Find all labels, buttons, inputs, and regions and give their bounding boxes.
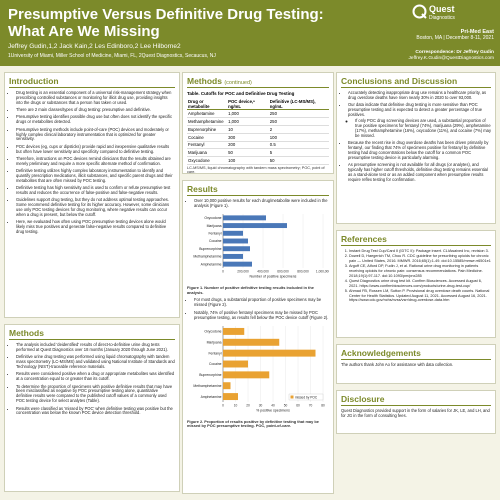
table-row bbox=[187, 125, 329, 133]
bar bbox=[223, 246, 250, 251]
acknowledgements-text: The authors thank John Ao for assistance with data collection. bbox=[341, 362, 454, 367]
bar bbox=[223, 371, 269, 378]
quest-logo-icon bbox=[412, 4, 427, 19]
bar bbox=[223, 223, 287, 228]
category-label: Amphetamine bbox=[200, 394, 222, 399]
reference-item: 3. Argoff CE, Alford DP, Fudin J, et al. Rational urine drug monitoring in patients receiving opioids for chronic pain: consensus recommendations. Pain Medicine. 2018;19(1):97-117. doi:10.1093/pm/pnx285 bbox=[349, 264, 491, 278]
x-axis-label: Number of positive specimens bbox=[249, 274, 297, 279]
results-list-2 bbox=[187, 298, 329, 320]
introduction-section bbox=[4, 72, 180, 318]
methods-continued-section bbox=[182, 72, 334, 174]
column-1 bbox=[4, 72, 180, 492]
corr-email[interactable]: Jeffrey.K.Gudin@QuestDiagnostics.com bbox=[408, 56, 494, 61]
category-label: Amphetamine bbox=[200, 262, 222, 267]
table-row bbox=[187, 118, 329, 126]
table-cell: 1,000 bbox=[227, 118, 269, 126]
x-tick-label: 60 bbox=[296, 403, 300, 408]
methods-list bbox=[9, 343, 175, 416]
category-label: Fentanyl bbox=[208, 351, 222, 356]
intro-bullet: • Presumptive testing identifies possible drug use but often does not identify the specific drugs or metabolites detected. bbox=[16, 115, 175, 125]
intro-bullet: • Definitive testing utilizes highly complex laboratory instrumentation to identify and quantify prescription medications, illicit substances, and specific parent drugs and their metabolites that are often missed by POC testing. bbox=[16, 169, 175, 184]
x-tick-label: 400,000 bbox=[257, 269, 269, 274]
disclosure-section bbox=[336, 390, 496, 434]
table-header: Drug or metabolite bbox=[187, 98, 227, 110]
reference-item: 2. Dowell D, Haegerich TM, Chou R. CDC guideline for prescribing opioids for chronic pain — United States, 2016. MMWR. 2016;65(1):1-49. doi:10.15585/mmwr.rr6501e1 bbox=[349, 254, 491, 263]
category-label: Cocaine bbox=[209, 361, 222, 366]
bar bbox=[223, 262, 252, 267]
reference-item: 5. Ahmad FB, Rossen LM, Sutton P. Provisional drug overdose death counts. National Center for Health Statistics. Updated August 11, 2021. Accessed August 16, 2021. https://www.cdc.gov/nchs/nvss/vsrr/drug-overdose-data.htm bbox=[349, 289, 491, 303]
methods-bullet: • To determine the proportion of specimens with positive definitive results that may have been misclassified as negative by POC presumptive testing alone, quantitative definitive results were compared to the published cutoff values of a commonly used POC testing device for select analytes (Table). bbox=[16, 385, 175, 405]
category-label: Fentanyl bbox=[208, 231, 222, 236]
logo-sub: Diagnostics bbox=[429, 15, 455, 21]
category-label: Oxycodone bbox=[204, 216, 222, 221]
intro-bullet: • There are 2 main classes/types of drug testing: presumptive and definitive. bbox=[16, 108, 175, 113]
figure-1-caption: Figure 1. Number of positive definitive testing results included in the analysis. bbox=[187, 285, 314, 295]
table-cell: Oxycodone bbox=[187, 157, 227, 165]
conclusions-bullet: • Accurately detecting inappropriate drug use remains a healthcare priority, as drug overdose deaths have risen nearly 30% in 2020 to over 93,000. bbox=[348, 91, 491, 101]
column-2 bbox=[182, 72, 334, 494]
table-cell: 1,000 bbox=[227, 110, 269, 118]
table-row bbox=[187, 157, 329, 165]
conclusions-heading: Conclusions and Discussion bbox=[341, 76, 491, 88]
intro-bullet: • Here, we evaluated how often using POC presumptive testing devices alone would likely miss true positives and generate false-negative results compared to definitive drug testing. bbox=[16, 220, 175, 235]
x-tick-label: 1,000,000 bbox=[315, 269, 329, 274]
x-tick-label: 70 bbox=[308, 403, 313, 408]
table-cell: 10 bbox=[227, 125, 269, 133]
table-cell: 300 bbox=[227, 133, 269, 141]
table-caption: Table. Cutoffs for POC and Definitive Drug Testing bbox=[187, 91, 295, 96]
meeting-info bbox=[416, 29, 494, 41]
results-list-1 bbox=[187, 199, 329, 209]
category-label: Methamphetamine bbox=[193, 383, 222, 388]
results-bullet: • For most drugs, a substantial proportion of positive specimens may be missed (Figure 2). bbox=[194, 298, 329, 308]
table-row bbox=[187, 110, 329, 118]
methods-bullet: • Definitive urine drug testing was performed using liquid chromatography with tandem mass spectrometry (LC-MS/MS) and validated using National Institute of Standards and Technology (NIST)-traceable reference materials. bbox=[16, 355, 175, 370]
references-list bbox=[341, 249, 491, 303]
x-tick-label: 50 bbox=[283, 403, 288, 408]
poster-title: Presumptive Versus Definitive Drug Testing: What Are We Missing bbox=[8, 6, 324, 40]
bar bbox=[223, 360, 248, 367]
bar bbox=[223, 239, 248, 244]
bar bbox=[223, 339, 279, 346]
intro-bullet: • Therefore, instructions on POC devices remind clinicians that the results obtained are merely preliminary and require a more specific alternate method of confirmation. bbox=[16, 157, 175, 167]
methods-continued-suffix: (continued) bbox=[224, 80, 252, 86]
table-cell: 100 bbox=[269, 133, 329, 141]
table-row bbox=[187, 141, 329, 149]
correspondence bbox=[409, 50, 494, 62]
x-tick-label: 80 bbox=[321, 403, 325, 408]
x-tick-label: 40 bbox=[271, 403, 275, 408]
figure-1-chart bbox=[187, 211, 329, 281]
category-label: Marijuana bbox=[206, 223, 222, 228]
methods-bullet: • Results were considered positive when a drug or appropriate metabolites was identified at a concentration equal to or greater than its cutoff. bbox=[16, 372, 175, 382]
results-section bbox=[182, 180, 334, 494]
table-cell: Buprenorphine bbox=[187, 125, 227, 133]
figure-2-caption: Figure 2. Proportion of results positive by definitive testing that may be missed by POC presumptive testing. POC, point-of-care. bbox=[187, 418, 319, 429]
author-list: Jeffrey Gudin,1,2 Jack Kain,2 Les Edinboro,2 Lee Hilborne2 bbox=[8, 43, 181, 50]
bar bbox=[223, 216, 266, 221]
category-label: Marijuana bbox=[206, 340, 222, 345]
category-label: Buprenorphine bbox=[199, 247, 222, 252]
table-cell: 50 bbox=[227, 149, 269, 157]
conclusions-sublist bbox=[348, 119, 491, 139]
methods-continued-title: Methods bbox=[187, 76, 222, 86]
acknowledgements-heading: Acknowledgements bbox=[341, 348, 491, 360]
introduction-heading: Introduction bbox=[9, 76, 175, 88]
category-label: Oxycodone bbox=[204, 329, 222, 334]
conclusions-section bbox=[336, 72, 496, 224]
table-note: LC-MS/MS, liquid chromatography with tandem mass spectrometry; POC, point of care. bbox=[187, 165, 325, 175]
table-cell: 2 bbox=[269, 125, 329, 133]
reference-item: 1. Instant Drug Test Cup/Card II (IDTC II): Package insert. CLIAwaived Inc, revision 3. bbox=[349, 249, 491, 254]
methods-bullet: • Results were classified as 'missed by POC' when definitive testing was positive but the concentration was below the known POC device detection threshold. bbox=[16, 407, 175, 417]
acknowledgements-section bbox=[336, 344, 496, 384]
table-cell: Cocaine bbox=[187, 133, 227, 141]
x-tick-label: 10 bbox=[233, 403, 238, 408]
table-cell: Marijuana bbox=[187, 149, 227, 157]
table-cell: 250 bbox=[269, 110, 329, 118]
meeting-name: Pri-Med East bbox=[460, 29, 494, 35]
legend-swatch bbox=[291, 395, 294, 398]
conclusions-sub-bullet: ◦ If only POC drug screening devices are used, a substantial proportion of true positive specimens for fentanyl (74%), marijuana (29%), amphetamine (17%), methamphetamine (16%), oxycodone (11%), and cocaine (7%) may be missed. bbox=[355, 119, 491, 139]
x-tick-label: 0 bbox=[222, 269, 224, 274]
x-tick-label: 0 bbox=[222, 403, 224, 408]
conclusions-bullet: • Because the recent rise in drug overdose deaths has been driven primarily by fentanyl, our finding that 74% of specimens positive for fentanyl by definitive testing had drug concentrations below the cutoff for a common POC presumptive testing device is particularly alarming. bbox=[348, 141, 491, 161]
affiliations: 1University of Miami, Miller School of Medicine, Miami, FL, 2Quest Diagnostics, Secaucus, NJ bbox=[8, 53, 216, 59]
results-bullet: • Over 10,000 positive results for each drug/metabolite were included in the analysis (Figure 1). bbox=[194, 199, 329, 209]
table-cell: 200 bbox=[227, 141, 269, 149]
intro-bullet: • Definitive testing has high sensitivity and is used to confirm or refute presumptive test results and reduces the occurrence of false-positive and false-negative results. bbox=[16, 186, 175, 196]
table-cell: 50 bbox=[269, 157, 329, 165]
table-row bbox=[187, 133, 329, 141]
table-cell: 100 bbox=[227, 157, 269, 165]
x-tick-label: 600,000 bbox=[277, 269, 289, 274]
conclusions-bullet-text: Our data indicate that definitive drug testing is more sensitive than POC presumptive testing and is expected to detect a greater percentage of true positives. bbox=[348, 102, 483, 118]
logo-name: Quest bbox=[429, 4, 455, 14]
table-row bbox=[187, 149, 329, 157]
methods-bullet: • The analysis included 'deidentified' results of direct-to-definitive urine drug tests performed at Quest Diagnostics over 18 months (January 2020 through June 2021). bbox=[16, 343, 175, 353]
x-tick-label: 800,000 bbox=[297, 269, 309, 274]
table-cell: 250 bbox=[269, 118, 329, 126]
conclusions-bullet bbox=[348, 103, 491, 138]
methods-heading: Methods bbox=[9, 328, 175, 340]
corr-label: Correspondence: Dr Jeffrey Gudin bbox=[415, 50, 494, 55]
table-cell: Methamphetamine bbox=[187, 118, 227, 126]
header-banner bbox=[0, 0, 500, 66]
table-header-row bbox=[187, 98, 329, 110]
table-cell: Fentanyl bbox=[187, 141, 227, 149]
legend-label: missed by POC bbox=[295, 395, 318, 400]
disclosure-heading: Disclosure bbox=[341, 394, 491, 406]
bar bbox=[223, 382, 231, 389]
methods-continued-heading bbox=[187, 76, 329, 88]
column-3 bbox=[336, 72, 496, 434]
category-label: Cocaine bbox=[209, 239, 222, 244]
disclosure-text: Quest Diagnostics provided support in the form of salaries for JK, LE, and LH, and for JG in the form of consulting fees. bbox=[341, 408, 490, 418]
references-section bbox=[336, 230, 496, 338]
intro-bullet: • Presumptive testing methods include point-of-care (POC) devices and moderately or highly complex clinical laboratory instrumentation that is optimized for greater sensitivity. bbox=[16, 128, 175, 143]
cutoff-table bbox=[187, 98, 329, 165]
category-label: Methamphetamine bbox=[193, 254, 222, 259]
intro-bullet: • Drug testing is an essential component of a universal risk-management strategy when prescribing controlled substances or monitoring for illicit drug use, providing insights into the drugs or substances that a person has taken or used. bbox=[16, 91, 175, 106]
results-heading: Results bbox=[187, 184, 329, 196]
x-tick-label: 200,000 bbox=[237, 269, 249, 274]
reference-item: 4. Quest Diagnostics urine drug test kit. Confirm Biosciences. Accessed August 6, 2021. https://www.confirmbiosciences.com/products/urine-drug-test-cup/ bbox=[349, 279, 491, 288]
conclusions-list bbox=[341, 91, 491, 183]
table-header: Definitive (LC-MS/MS), ng/mL bbox=[269, 98, 329, 110]
table-cell: Amphetamine bbox=[187, 110, 227, 118]
introduction-list bbox=[9, 91, 175, 235]
figure-2-chart bbox=[187, 323, 329, 415]
table-cell: 0.5 bbox=[269, 141, 329, 149]
bar bbox=[223, 231, 243, 236]
x-tick-label: 20 bbox=[246, 403, 250, 408]
bar bbox=[223, 349, 316, 356]
bar bbox=[223, 393, 238, 400]
intro-bullet: • Guidelines support drug testing, but they do not address optimal testing approaches. Some recommend definitive testing for its higher accuracy. However, some clinicians use only POC testing devices for drug monitoring, where negative results can occur when a drug is present, but below the cutoff. bbox=[16, 198, 175, 218]
meeting-place: Boston, MA | December 8-11, 2021 bbox=[416, 35, 494, 41]
results-bullet: • Notably, 74% of positive fentanyl specimens may be missed by POC presumptive testing, as results fell below the POC device cutoff (Figure 2). bbox=[194, 311, 329, 321]
references-heading: References bbox=[341, 234, 491, 246]
bar bbox=[223, 254, 243, 259]
methods-section bbox=[4, 324, 180, 492]
table-cell: 5 bbox=[269, 149, 329, 157]
x-axis-label: % positive specimens bbox=[256, 408, 290, 413]
category-label: Buprenorphine bbox=[199, 372, 222, 377]
quest-logo bbox=[412, 4, 494, 26]
intro-bullet: • POC devices (eg, cups or dipsticks) provide rapid and inexpensive qualitative results but often have lower sensitivity and specificity compared to definitive testing. bbox=[16, 145, 175, 155]
x-tick-label: 30 bbox=[258, 403, 263, 408]
table-header: POC device,ᵃ ng/mL bbox=[227, 98, 269, 110]
bar bbox=[223, 328, 244, 335]
conclusions-bullet: • As presumptive screening is not available for all drugs (or analytes), and typically has higher cutoff thresholds, definitive drug testing remains essential as a stand-alone test or as an added component when presumptive results require reflex testing for confirmation. bbox=[348, 163, 491, 183]
